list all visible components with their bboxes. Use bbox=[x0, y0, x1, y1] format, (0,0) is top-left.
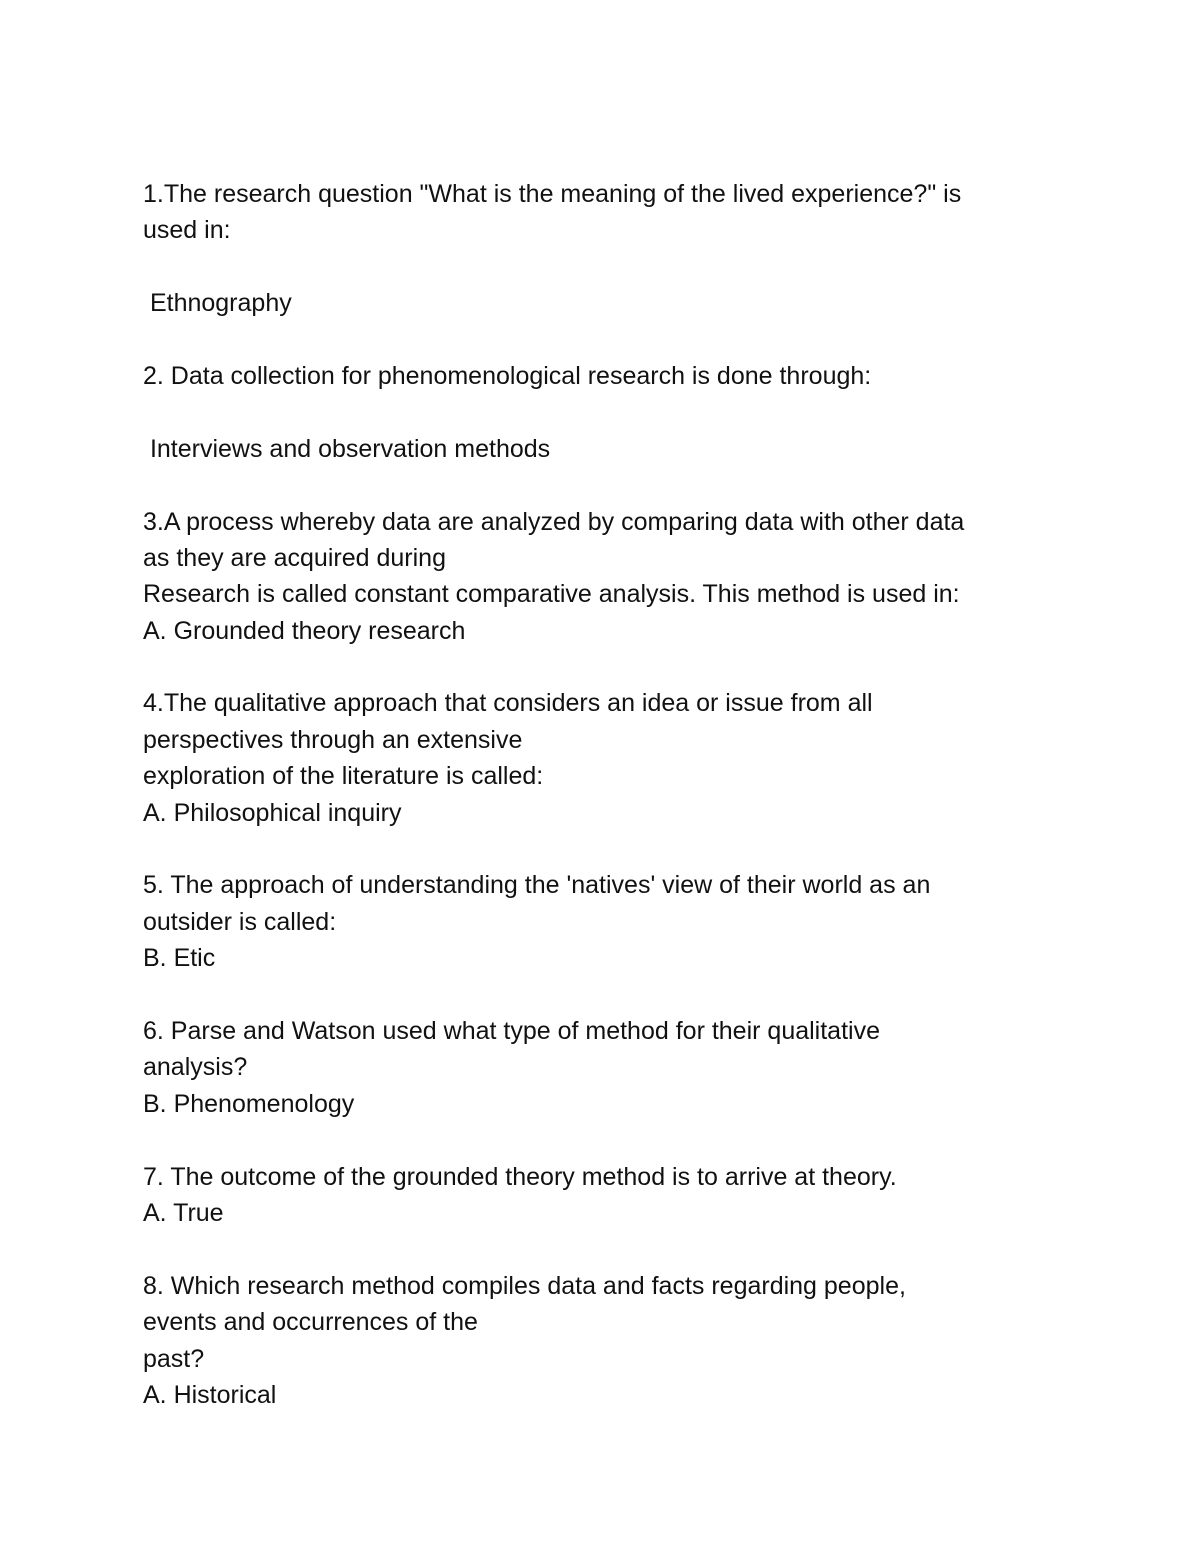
q8-question-line-2: events and occurrences of the bbox=[143, 1308, 478, 1337]
blank-line bbox=[143, 649, 1073, 685]
q2-question: 2. Data collection for phenomenological research is done through: bbox=[143, 361, 872, 390]
q4-question-line-3: exploration of the literature is called: bbox=[143, 762, 544, 791]
q4-answer: A. Philosophical inquiry bbox=[143, 798, 402, 827]
q2-answer: Interviews and observation methods bbox=[143, 434, 551, 463]
q6-answer: B. Phenomenology bbox=[143, 1089, 355, 1118]
blank-line bbox=[143, 394, 1073, 430]
q5-question-line-1: 5. The approach of understanding the 'natives' view of their world as an bbox=[143, 871, 931, 900]
blank-line bbox=[143, 1231, 1073, 1267]
q4-question-line-2: perspectives through an extensive bbox=[143, 725, 523, 754]
q5-answer: B. Etic bbox=[143, 944, 216, 973]
blank-line bbox=[143, 322, 1073, 358]
q1-question-line-1: 1.The research question "What is the meaning of the lived experience?" is bbox=[143, 180, 962, 208]
q7-question: 7. The outcome of the grounded theory method is to arrive at theory. bbox=[143, 1162, 897, 1191]
q6-question-line-1: 6. Parse and Watson used what type of method for their qualitative bbox=[143, 1016, 880, 1045]
q3-question-line-2: as they are acquired during bbox=[143, 543, 446, 572]
q6-question-line-2: analysis? bbox=[143, 1053, 248, 1082]
q3-question-line-1: 3.A process whereby data are analyzed by comparing data with other data bbox=[143, 507, 965, 536]
q1-question-line-2: used in: bbox=[143, 216, 231, 245]
blank-line bbox=[143, 831, 1073, 867]
q8-answer: A. Historical bbox=[143, 1380, 277, 1409]
document-body bbox=[143, 176, 1073, 1413]
q3-answer: A. Grounded theory research bbox=[143, 616, 466, 645]
q3-question-line-3: Research is called constant comparative analysis. This method is used in: bbox=[143, 580, 960, 609]
q4-question-line-1: 4.The qualitative approach that considers an idea or issue from all bbox=[143, 689, 873, 718]
q8-question-line-1: 8. Which research method compiles data and facts regarding people, bbox=[143, 1271, 906, 1300]
q1-answer: Ethnography bbox=[143, 289, 292, 318]
q5-question-line-2: outsider is called: bbox=[143, 907, 337, 936]
blank-line bbox=[143, 467, 1073, 503]
blank-line bbox=[143, 1122, 1073, 1158]
q7-answer: A. True bbox=[143, 1198, 224, 1227]
q8-question-line-3: past? bbox=[143, 1344, 205, 1373]
blank-line bbox=[143, 249, 1073, 285]
blank-line bbox=[143, 977, 1073, 1013]
